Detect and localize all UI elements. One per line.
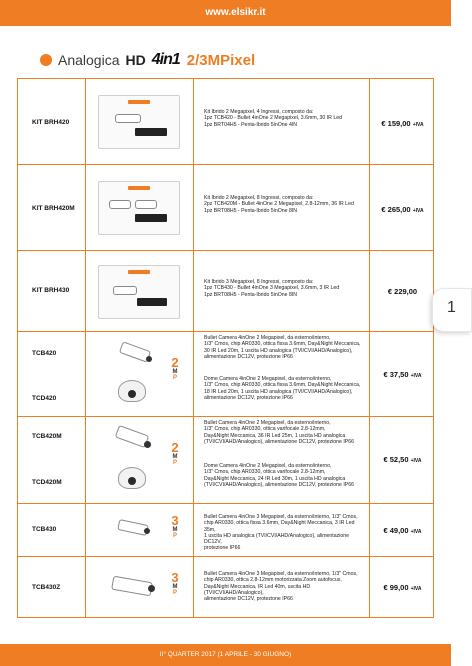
mp-badge: 2 M P: [171, 355, 179, 381]
page-number-tab: [432, 288, 472, 332]
kit-box-image: [98, 95, 180, 149]
footer-text: II° QUARTER 2017 (1 APRILE - 30 GIUGNO): [159, 651, 292, 658]
product-price: € 159,00 +IVA: [381, 119, 424, 128]
product-description: Bullet Camera 4inOne 3 Megapixel, da esterno/interno, 1/3" Cmos, chip AR0330, ottica fissa 3.6mm, Day&Night Meccanica, 3 IR Led 35m, 1 uscita HD analogica (TVI/CVI/AHD/Analogico), alimentazione DC12V, protezione IP66: [204, 514, 358, 552]
kit-box-image: [98, 265, 180, 319]
product-description: Kit Ibrido 2 Megapixel, 8 Ingressi, composto da: 2pz TCB420M - Bullet 4inOne 2 Megapixel, 2.8-12mm, 36 IR Led 1pz BRT08H5 - Penta-Ibrido 5inOne 8IN: [204, 195, 354, 214]
site-url[interactable]: www.elsikr.it: [205, 7, 266, 18]
table-row: [18, 332, 433, 417]
table-row: [18, 557, 433, 618]
product-table: [17, 78, 434, 618]
product-name: TCB420M: [32, 433, 62, 440]
table-row: [18, 79, 433, 165]
dome-camera-image: [118, 467, 146, 489]
mp-badge: 3 M P: [171, 570, 179, 596]
product-price: € 229,00: [387, 287, 418, 296]
product-price: € 99,00 +IVA: [383, 583, 422, 592]
product-description: Kit Ibrido 3 Megapixel, 8 Ingressi, composto da: 1pz TCB430 - Bullet 4inOne 3 Megapixel, 3.6mm, 3 IR Led 1pz BRT08H5 - Penta-Ibrido 5inOne 8IN: [204, 279, 340, 298]
product-name: KIT BRH420M: [32, 205, 75, 212]
product-price: € 265,00 +IVA: [381, 205, 424, 214]
product-name: TCB420: [32, 350, 57, 357]
product-description: Kit Ibrido 2 Megapixel, 4 Ingressi, composto da: 1pz TCB420 - Bullet 4inOne 2 Megapixel, 3.6mm, 30 IR Led 1pz BRT04H5 - Penta-Ibrido 5inOne 4IN: [204, 109, 343, 128]
product-description: Bullet Camera 4inOne 2 Megapixel, da esterno/interno, 1/3" Cmos, chip AR0330, ottica fissa 3.6mm, Day&Night Meccanica, 30 IR Led 20m, 1 uscita HD analogica (TVI/CVI/AHD/Analogico), alimentazione DC12V, protezione IP66: [204, 335, 361, 360]
top-banner: [0, 0, 451, 26]
section-heading: [40, 48, 255, 72]
product-name: KIT BRH420: [32, 119, 70, 126]
dome-camera-image: [118, 380, 146, 402]
mp-badge: 2 M P: [171, 440, 179, 466]
orange-dot-icon: [40, 54, 52, 66]
kit-box-image: [98, 181, 180, 235]
bullet-camera-image: [118, 342, 154, 366]
product-description-2: Dome Camera 4inOne 2 Megapixel, da esterno/interno, 1/3" Cmos, chip AR0330, ottica fissa 3.6mm, Day&Night Meccanica, 18 IR Led 20m, 1 uscita HD analogica (TVI/CVI/AHD/Analogico), alimentazione DC12V, protezione IP66: [204, 376, 361, 401]
table-row: [18, 165, 433, 251]
page-number: 1: [447, 299, 456, 316]
product-name: TCB430: [32, 526, 57, 533]
heading-hd: HD: [125, 52, 146, 68]
product-name-2: TCD420: [32, 395, 57, 402]
footer-banner: [0, 644, 451, 666]
mp-badge: 3 M P: [171, 513, 179, 539]
bullet-camera-image: [114, 425, 154, 451]
product-description: Bullet Camera 4inOne 3 Megapixel, da esterno/interno, 1/3" Cmos, chip AR0330, ottica 2.8-12mm motorizzata Zoom autofocus, Day&Night Meccanica, IR Led 40m, uscita HD (TVI/CVI/AHD/Analogico), alimentazione DC12V, protezione IP66: [204, 571, 358, 603]
table-row: [18, 251, 433, 332]
product-name-2: TCD420M: [32, 479, 62, 486]
heading-analog: Analogica: [58, 52, 120, 68]
product-description-2: Dome Camera 4inOne 2 Megapixel, da esterno/interno, 1/3" Cmos, chip AR0330, ottica varifocale 2.8-12mm, Day&Night Meccanica, 24 IR Led 30m, 1 uscita HD analogica (TVI/CVI/AHD/Analogico), alimentazione DC12V, protezione IP66: [204, 463, 355, 488]
heading-megapixel: 2/3MPixel: [186, 51, 256, 69]
table-row: [18, 417, 433, 504]
table-row: [18, 504, 433, 557]
product-name: KIT BRH430: [32, 287, 70, 294]
bullet-camera-image: [110, 573, 156, 601]
product-price: € 52,50 +IVA: [383, 455, 422, 464]
product-description: Bullet Camera 4inOne 2 Megapixel, da esterno/interno, 1/3" Cmos, chip AR0330, ottica varifocale 2.8-12mm, Day&Night Meccanica, 36 IR Led 25m, 1 uscita HD analogica (TVI/CVI/AHD/Analogico), alimentazione DC12V, protezione IP66: [204, 420, 355, 445]
product-price: € 49,00 +IVA: [383, 526, 422, 535]
product-price: € 37,50 +IVA: [383, 370, 422, 379]
bullet-camera-image: [116, 518, 152, 540]
product-name: TCB430Z: [32, 584, 61, 591]
heading-4in1-logo: 4in1: [151, 51, 180, 68]
